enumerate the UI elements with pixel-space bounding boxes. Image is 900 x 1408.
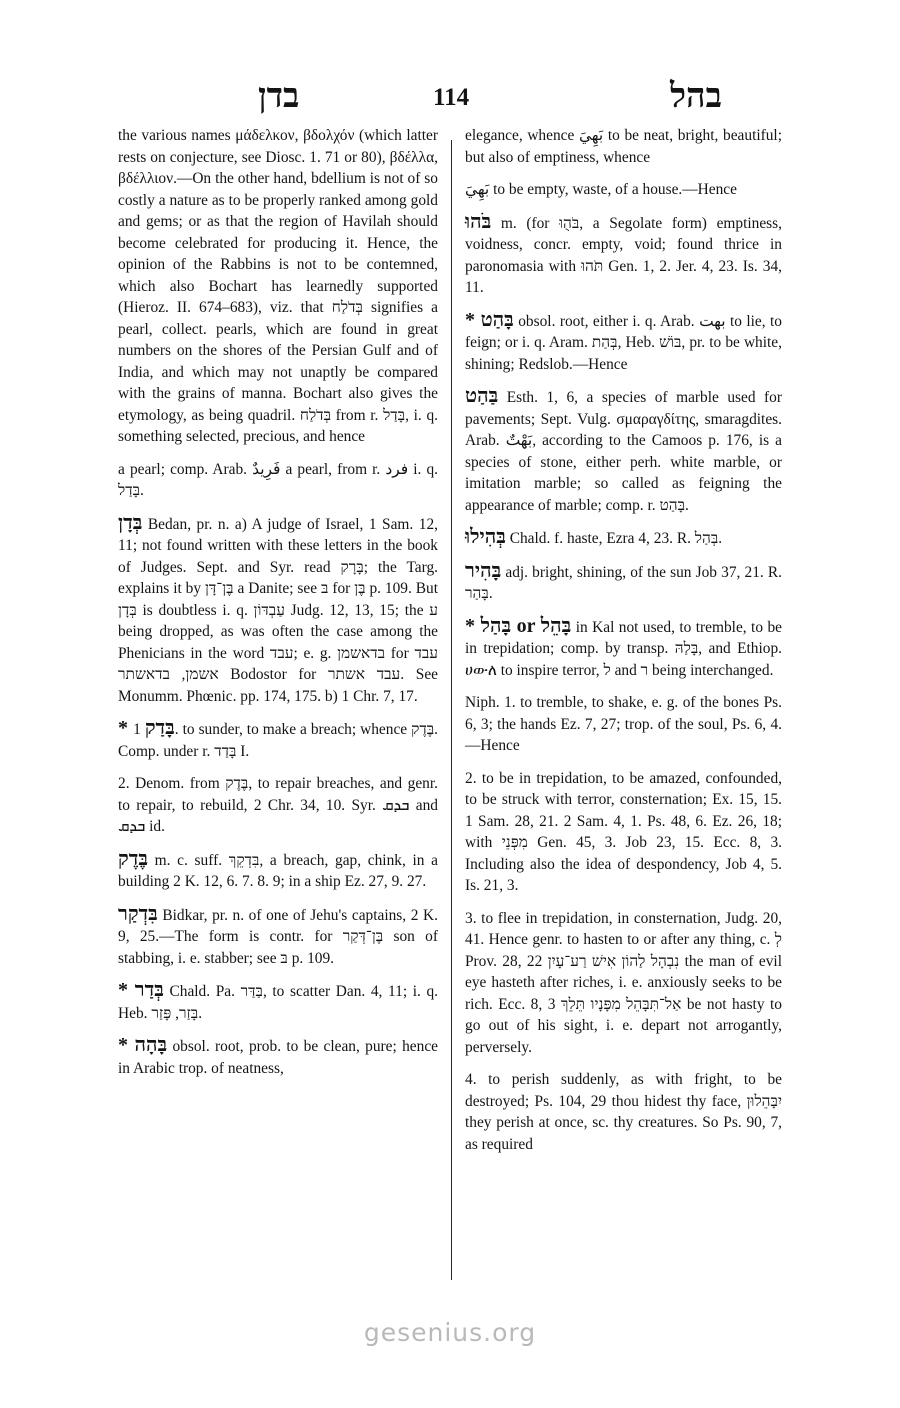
headword: בְּהִילוּ — [465, 526, 506, 548]
entry-paragraph — [118, 459, 438, 502]
dictionary-entry — [465, 561, 782, 605]
dictionary-entry — [118, 849, 438, 893]
entry-text: 2. to be in trepidation, to be amazed, confounded, to be struck with terror, consternation; Ex. 15, 15. 1 Sam. 28, 21. 2 Sam. 4, 1. Ps. 48, 6. Ez. 26, 18; with מִפְּנֵי Gen. 45, 3. Job 23, 15. Ecc. 8, 3. Including also the idea of despondency, Job 4, 5. Is. 21, 3. — [465, 769, 782, 894]
entry-text: m. c. suff. בִּדְקֵךְ, a breach, gap, chink, in a building 2 K. 12, 6. 7. 8. 9; in a ship Ez. 27, 9. 27. — [118, 851, 438, 890]
entry-paragraph — [465, 768, 782, 897]
dictionary-entry — [118, 980, 438, 1024]
dictionary-entry — [118, 513, 438, 708]
page-header — [118, 78, 782, 122]
left-guide-word: בדן — [258, 78, 300, 115]
headword: * בָּהָה — [118, 1034, 168, 1056]
entry-text: Chald. Pa. בַּדַּר, to scatter Dan. 4, 11; i. q. Heb. בָּזַר, פָּזַר. — [118, 983, 438, 1022]
headword: בַּהַט — [465, 385, 499, 407]
entry-paragraph — [465, 1069, 782, 1155]
dictionary-entry — [118, 904, 438, 970]
page-number: 114 — [433, 84, 470, 111]
dictionary-entry — [465, 616, 782, 682]
headword: * בָּהַט — [465, 308, 514, 331]
entry-text: Bedan, pr. n. a) A judge of Israel, 1 Sam. 12, 11; not found written with these letters in the book of Judges. Sept. and Syr. read בָּרָק; the Targ. explains it by בֶּן־דָּן a Danite; see בּ for בֶּן p. 109. But בְּדָן is doubtless i. q. עַבְדּוֹן Judg. 12, 13, 15; the ע being dropped, as was often the case among the Phenicians in the word עבד; e. g. בדאשמן for עבד אשמן, בדאשתר Bodostor for עבד אשתר. See Monumm. Phœnic. pp. 174, 175. b) 1 Chr. 7, 17. — [118, 515, 438, 705]
entry-text: in Kal not used, to tremble, to be in trepidation; comp. by transp. בָּלַהּ, and Ethiop. ሀውለ to inspire terror, ל and ר being interchanged. — [465, 618, 782, 679]
column-divider — [451, 140, 452, 1280]
entry-paragraph — [465, 179, 782, 201]
entry-text: obsol. root, either i. q. Arab. بهت to lie, to feign; or i. q. Aram. בְּהַת, Heb. בּוֹשׁ, pr. to be white, shining; Redslob.—Hence — [465, 312, 782, 373]
headword: בֶּדֶק — [118, 847, 148, 870]
entry-paragraph — [118, 773, 438, 838]
headword: בֹּהוּ — [465, 210, 492, 233]
entry-text: 3. to flee in trepidation, in consternation, Judg. 20, 41. Hence genr. to hasten to or after any thing, c. לְ Prov. 28, 22 נִבְהָל לַהוֹן אִישׁ רַע־עָיִן the man of evil eye hasteth after riches, i. e. anxiously seeks to be rich. Ecc. 8, 3 אַל־תִּבָּהֵל מִפָּנָיו תֵּלֵךְ be not hasty to go out of his sight, i. e. depart not arrogantly, perversely. — [465, 909, 782, 1056]
dictionary-entry — [465, 212, 782, 299]
entry-text: a pearl; comp. Arab. فَرِيدٌ a pearl, from r. فرد i. q. בָּדַל. — [118, 460, 438, 499]
dictionary-entry — [465, 310, 782, 376]
entry-text: obsol. root, prob. to be clean, pure; hence in Arabic trop. of neatness, — [118, 1038, 438, 1077]
entry-text: Chald. f. haste, Ezra 4, 23. R. בְּהַל. — [509, 530, 723, 547]
left-column — [118, 125, 438, 1090]
right-guide-word: בהל — [670, 78, 722, 115]
entry-paragraph — [465, 125, 782, 168]
headword: בְּדָן — [118, 511, 143, 534]
entry-text: m. (for בֹּהֻוּ, a Segolate form) emptiness, voidness, concr. empty, void; found thrice in paronomasia with תֹּהוּ Gen. 1, 2. Jer. 4, 23. Is. 34, 11. — [465, 214, 782, 296]
entry-text: Niph. 1. to tremble, to shake, e. g. of the bones Ps. 6, 3; the hands Ez. 7, 27; trop. of the soul, Ps. 6, 4.—Hence — [465, 694, 782, 754]
dictionary-entry — [465, 386, 782, 516]
headword: בִּדְקַר — [118, 902, 158, 925]
headword: בָּהִיר — [465, 559, 502, 582]
entry-text: بَهِيَ to be empty, waste, of a house.—Hence — [465, 181, 737, 198]
entry-text: the various names μάδελκον, βδολχόν (which latter rests on conjecture, see Diosc. 1. 71 or 80), βδέλλα, βδέλλιον.—On the other hand, bdellium is not of so costly a nature as to be properly ranked among gold and gems; or as that the region of Havilah should become celebrated for producing it. Hence, the opinion of the Rabbins is not to be contemned, which also Bochart has learnedly supported (Hieroz. II. 674–683), viz. that בְּדֹלַח signifies a pearl, collect. pearls, which are found in great numbers on the shores of the Persian Gulf and of India, and which may not unaptly be compared with the grains of manna. Bochart also gives the etymology, as being quadril. בְּדֹלַח from r. בָּדַל, i. q. something selected, precious, and hence — [118, 127, 438, 445]
entry-text: 2. Denom. from בֶּדֶק, to repair breaches, and genr. to repair, to rebuild, 2 Chr. 34, 10. Syr. ܒܕܩ and ܒܕܩ id. — [118, 775, 438, 835]
headword: * בָּהַל or בָּהֵל — [465, 614, 572, 637]
headword: * בְּדַר — [118, 979, 164, 1001]
entry-text: 1. to sunder, to make a breach; whence בֶּדֶק. Comp. under r. בָּדַד I. — [118, 721, 439, 760]
dictionary-entry — [118, 1035, 438, 1079]
entry-text: 4. to perish suddenly, as with fright, to be destroyed; Ps. 104, 29 thou hidest thy face, יִבָּהֵלוּן they perish at once, sc. thy creatures. So Ps. 90, 7, as required — [465, 1071, 782, 1153]
entry-paragraph — [465, 908, 782, 1059]
watermark-footer: gesenius.org — [363, 1318, 537, 1347]
right-column — [465, 125, 782, 1166]
dictionary-entry — [118, 718, 438, 762]
entry-paragraph — [118, 125, 438, 448]
entry-text: adj. bright, shining, of the sun Job 37, 21. R. בָּהַר. — [465, 563, 782, 602]
dictionary-entry — [465, 527, 782, 550]
entry-text: elegance, whence بَهِيَ to be neat, bright, beautiful; but also of emptiness, whence — [465, 127, 782, 166]
entry-text: Bidkar, pr. n. of one of Jehu's captains, 2 K. 9, 25.—The form is contr. for בֶּן־דְּקַר son of stabbing, i. e. stabber; see בּ p. 109. — [118, 906, 438, 967]
entry-text: Esth. 1, 6, a species of marble used for pavements; Sept. Vulg. σμαραγδίτης, smaragdites. Arab. بَهْتٌ, according to the Camoos p. 176, is a species of stone, either perh. white marble, or imitation marble; so called as feigning the appearance of marble; comp. r. בָּהַט. — [465, 389, 782, 514]
headword: * בָּדַק — [118, 717, 175, 739]
entry-paragraph — [465, 692, 782, 757]
